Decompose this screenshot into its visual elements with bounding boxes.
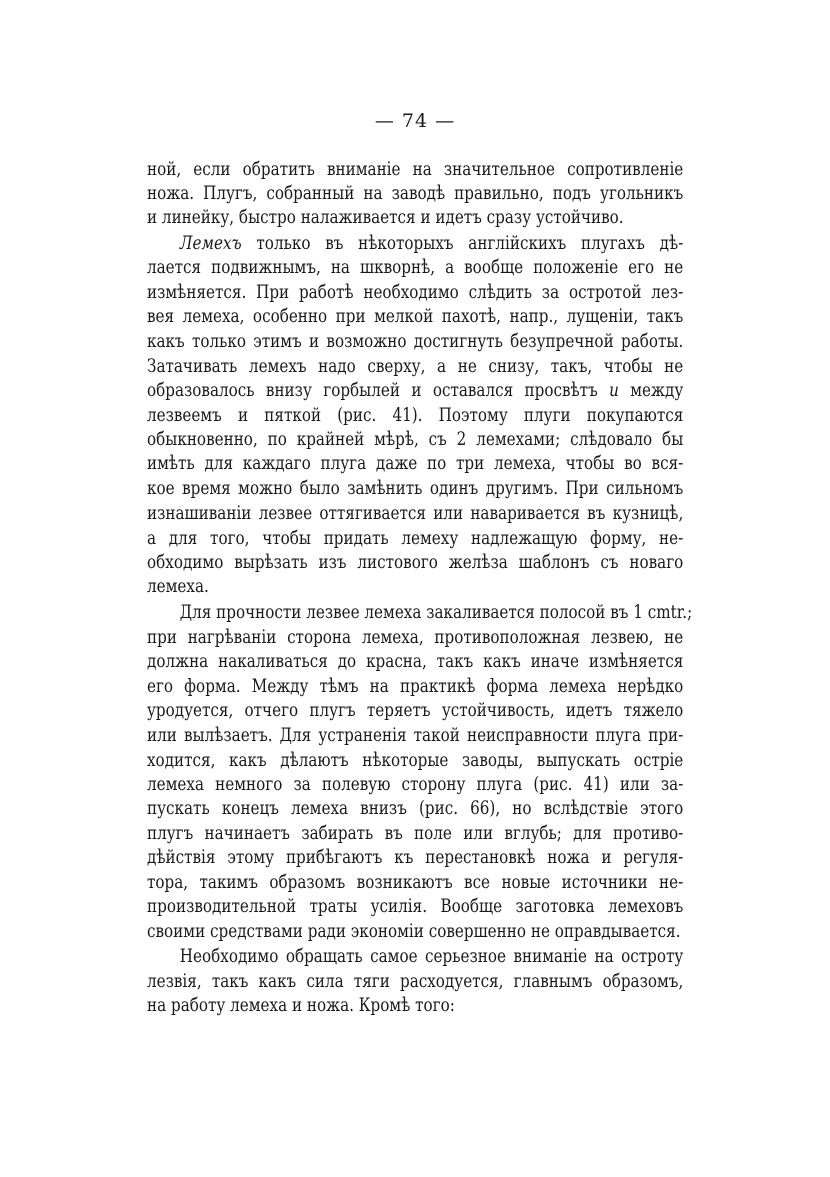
text-line: изнашиваніи лезвее оттягивается или наваривается въ кузницѣ, — [147, 503, 684, 524]
text-line: имѣть для каждаго плуга даже по три лемеха, чтобы во вся- — [147, 453, 684, 474]
text-line: Затачивать лемехъ надо сверху, а не снизу, такъ, чтобы не — [147, 356, 684, 377]
text-line: какъ только этимъ и возможно достигнуть безупречной работы. — [147, 331, 684, 352]
text-line: его форма. Между тѣмъ на практикѣ форма лемеха нерѣдко — [147, 676, 684, 697]
text-line — [147, 379, 683, 403]
text-line: на работу лемеха и ножа. Кромѣ того: — [147, 995, 455, 1016]
text-line: Необходимо обращать самое серьезное вниманіе на остроту — [179, 946, 684, 967]
text-line: Для прочности лезвее лемеха закаливается полосой въ 1 сmtr.; — [179, 602, 693, 623]
italic-term: и — [609, 380, 619, 401]
text-segment: образовалось внизу горбылей и оставался просвѣтъ — [147, 380, 598, 401]
text-line: лемеха немного за полевую сторону плуга (рис. 41) или за- — [147, 774, 684, 795]
text-line: плугъ начинаетъ забирать въ поле или вглубь; для противо- — [147, 823, 684, 844]
text-line: кое время можно было замѣнить одинъ другимъ. При сильномъ — [147, 478, 684, 499]
text-segment: только въ нѣкоторыхъ англійскихъ плугахъ дѣ- — [256, 233, 684, 254]
text-line — [147, 232, 683, 256]
text-line: обыкновенно, по крайней мѣрѣ, съ 2 лемехами; слѣдовало бы — [147, 429, 684, 450]
text-line: лезвеемъ и пяткой (рис. 41). Поэтому плуги покупаются — [147, 405, 684, 426]
page-number: — 74 — — [374, 110, 456, 132]
text-line: дѣйствія этому прибѣгаютъ къ перестановкѣ ножа и регуля- — [147, 847, 684, 868]
text-line: измѣняется. При работѣ необходимо слѣдить за остротой лез- — [147, 282, 684, 303]
text-line: при нагрѣваніи сторона лемеха, противоположная лезвею, не — [147, 627, 684, 648]
text-line: вея лемеха, особенно при мелкой пахотѣ, напр., лущеніи, такъ — [147, 306, 684, 327]
text-line: тора, такимъ образомъ возникаютъ все новые источники не- — [147, 872, 684, 893]
text-line: производительной траты усилія. Вообще заготовка лемеховъ — [147, 896, 684, 917]
text-line: или вылѣзаетъ. Для устраненія такой неисправности плуга при- — [147, 725, 684, 746]
text-line: лезвія, такъ какъ сила тяги расходуется, главнымъ образомъ, — [147, 971, 684, 992]
text-line: обходимо вырѣзать изъ листового желѣза шаблонъ съ новаго — [147, 552, 684, 573]
text-line: пускать конецъ лемеха внизъ (рис. 66), но вслѣдствіе этого — [147, 798, 684, 819]
text-line: ножа. Плугъ, собранный на заводѣ правильно, подъ угольникъ — [147, 183, 684, 204]
italic-term: Лемехъ — [179, 233, 242, 254]
text-line: ной, если обратить вниманіе на значительное сопротивленіе — [147, 159, 684, 180]
text-line: и линейку, быстро налаживается и идетъ сразу устойчиво. — [147, 207, 624, 228]
text-line: лается подвижнымъ, на шкворнѣ, а вообще положеніе его не — [147, 257, 684, 278]
text-line: уродуется, отчего плугъ теряетъ устойчивость, идетъ тяжело — [147, 700, 684, 721]
text-line: ходится, какъ дѣлаютъ нѣкоторые заводы, выпускать остріе — [147, 750, 684, 771]
text-line: лемеха. — [147, 576, 209, 597]
text-line: а для того, чтобы придать лемеху надлежащую форму, не- — [147, 528, 684, 549]
text-segment: между — [630, 380, 684, 401]
text-line: должна накаливаться до красна, такъ какъ иначе измѣняется — [147, 651, 684, 672]
text-line: своими средствами ради экономіи совершенно не оправдывается. — [147, 921, 681, 942]
